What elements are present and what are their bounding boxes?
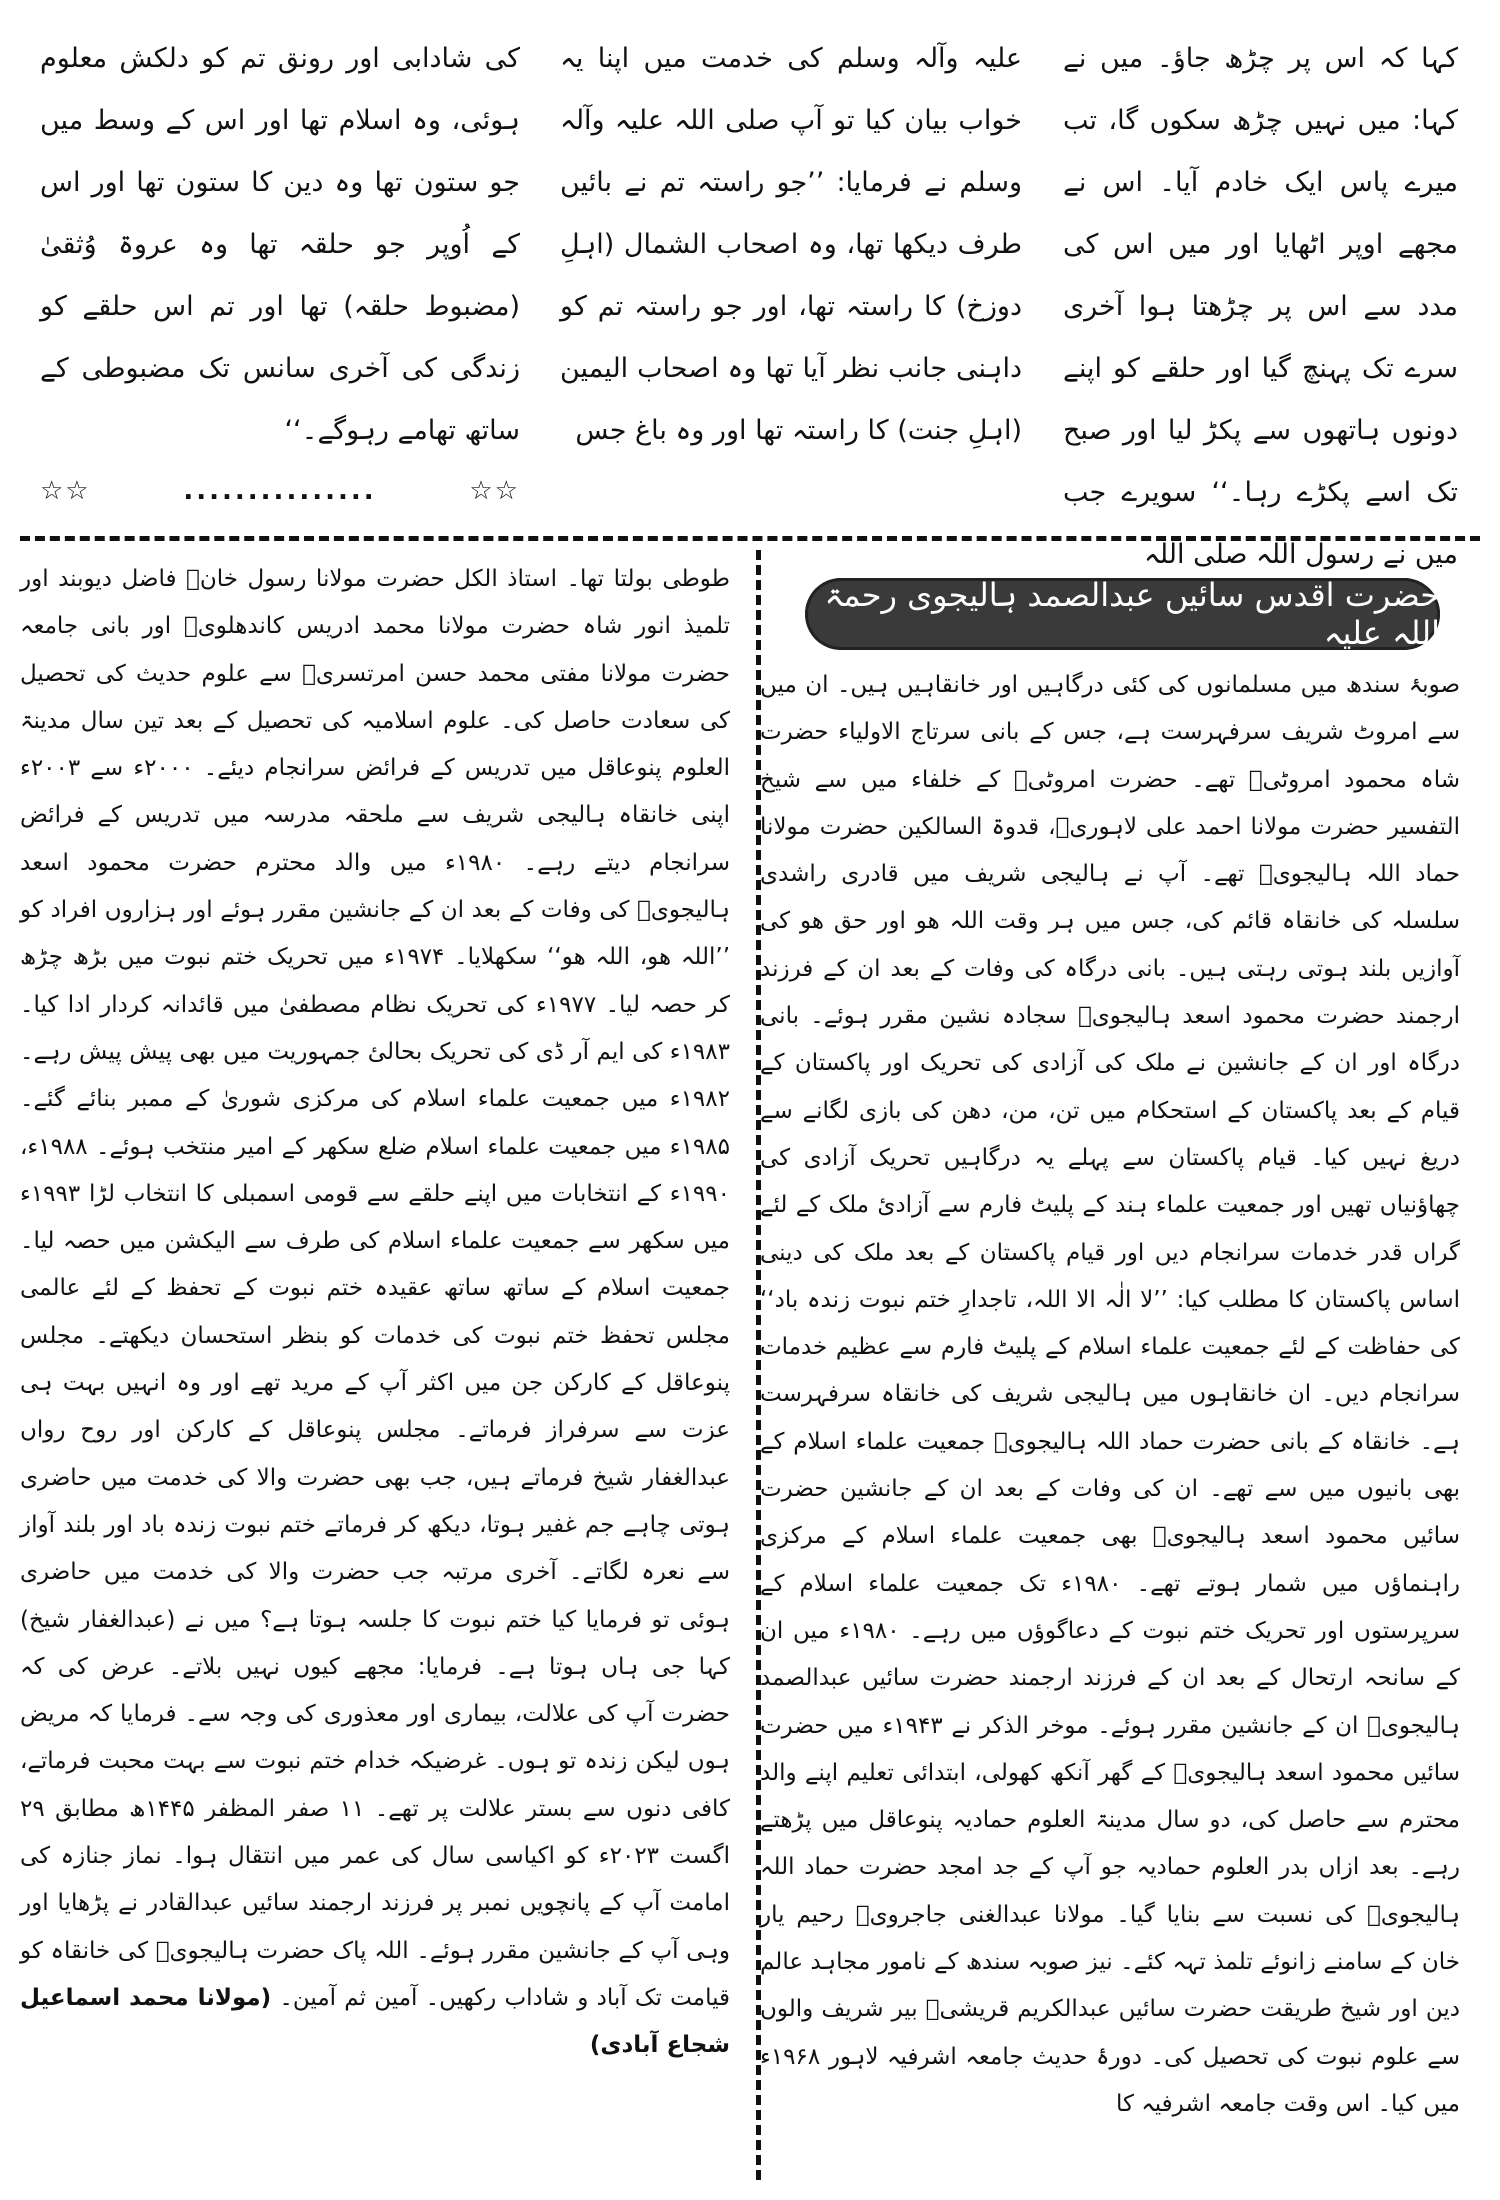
article-title-banner xyxy=(805,578,1440,650)
top-column-middle xyxy=(560,28,1022,528)
article-title: حضرت اقدس سائیں عبدالصمد ہالیجوی رحمۃ اللہ علیہ xyxy=(824,576,1440,652)
article-right-text: صوبۂ سندھ میں مسلمانوں کی کئی درگاہیں اور خانقاہیں ہیں۔ ان میں سے امروٹ شریف سرفہرست ہے، جس کے بانی سرتاج الاولیاء حضرت شاہ محمود امروٹیؒ تھے۔ حضرت امروٹیؒ کے خلفاء میں سے شیخ التفسیر حضرت مولانا احمد علی لاہوریؒ، قدوۃ السالکین حضرت مولانا حماد اللہ ہالیجویؒ تھے۔ آپ نے ہالیجی شریف میں قادری راشدی سلسلہ کی خانقاہ قائم کی، جس میں ہر وقت اللہ ھو اور حق ھو کی آوازیں بلند ہوتی رہتی ہیں۔ بانی درگاہ کی وفات کے بعد ان کے فرزند ارجمند حضرت محمود اسعد ہالیجویؒ سجادہ نشین مقرر ہوئے۔ بانی درگاہ اور ان کے جانشین نے ملک کی آزادی کی تحریک اور پاکستان کے قیام کے بعد پاکستان کے استحکام میں تن، من، دھن کی بازی لگانے سے دریغ نہیں کیا۔ قیام پاکستان سے پہلے یہ درگاہیں تحریک آزادی کی چھاؤنیاں تھیں اور جمعیت علماء ہند کے پلیٹ فارم سے آزادیٔ ملک کے لئے گراں قدر خدمات سرانجام دیں اور قیام پاکستان کے بعد ملک کی دینی اساس پاکستان کا مطلب کیا: ’’لا الٰہ الا اللہ، تاجدارِ ختم نبوت زندہ باد‘‘ کی حفاظت کے لئے جمعیت علماء اسلام کے پلیٹ فارم سے عظیم خدمات سرانجام دیں۔ ان خانقاہوں میں ہالیجی شریف کی خانقاہ سرفہرست ہے۔ خانقاہ کے بانی حضرت حماد اللہ ہالیجویؒ جمعیت علماء اسلام کے بھی بانیوں میں سے تھے۔ ان کی وفات کے بعد ان کے جانشین حضرت سائیں محمود اسعد ہالیجویؒ بھی جمعیت علماء اسلام کے مرکزی راہنماؤں میں شمار ہوتے تھے۔ ۱۹۸۰ء تک جمعیت علماء اسلام کے سرپرستوں اور تحریک ختم نبوت کے دعاگوؤں میں رہے۔ ۱۹۸۰ء میں ان کے سانحہ ارتحال کے بعد ان کے فرزند ارجمند حضرت سائیں عبدالصمد ہالیجویؒ ان کے جانشین مقرر ہوئے۔ موخر الذکر نے ۱۹۴۳ء میں حضرت سائیں محمود اسعد ہالیجویؒ کے گھر آنکھ کھولی، ابتدائی تعلیم اپنے والد محترم سے حاصل کی، دو سال مدینۃ العلوم حمادیہ پنوعاقل میں پڑھتے رہے۔ بعد ازاں بدر العلوم حمادیہ جو آپ کے جد امجد حضرت حماد اللہ ہالیجویؒ کی نسبت سے بنایا گیا۔ مولانا عبدالغنی جاجرویؒ رحیم یار خان کے سامنے زانوئے تلمذ تہہ کئے۔ نیز صوبہ سندھ کے نامور مجاہد عالم دین اور شیخ طریقت حضرت سائیں عبدالکریم قریشیؒ بیر شریف والوں سے علوم نبوت کی تحصیل کی۔ دورۂ حدیث جامعہ اشرفیہ لاہور ۱۹۶۸ء میں کیا۔ اس وقت جامعہ اشرفیہ کا xyxy=(760,672,1460,2117)
stars-right: ☆☆ xyxy=(469,476,520,506)
top-column-left xyxy=(40,28,520,468)
horizontal-dashed-divider xyxy=(20,536,1480,541)
top-right-text: کہا کہ اس پر چڑھ جاؤ۔ میں نے کہا: میں نہیں چڑھ سکوں گا، تب میرے پاس ایک خادم آیا۔ اس نے مجھے اوپر اٹھایا اور میں اس کی مدد سے اس پر چڑھتا ہوا آخری سرے تک پہنچ گیا اور حلقے کو اپنے دونوں ہاتھوں سے پکڑ لیا اور صبح تک اسے پکڑے رہا۔‘‘ سویرے جب میں نے رسول اللہ صلی اللہ xyxy=(1063,43,1458,570)
article-left-body: طوطی بولتا تھا۔ استاذ الکل حضرت مولانا رسول خانؒ فاضل دیوبند اور تلمیذ انور شاہ حضرت مولانا محمد ادریس کاندھلویؒ اور بانی جامعہ حضرت مولانا مفتی محمد حسن امرتسریؒ سے علوم حدیث کی تحصیل کی سعادت حاصل کی۔ علوم اسلامیہ کی تحصیل کے بعد تین سال مدینۃ العلوم پنوعاقل میں تدریس کے فرائض سرانجام دیئے۔ ۲۰۰۰ء سے ۲۰۰۳ء اپنی خانقاہ ہالیجی شریف سے ملحقہ مدرسہ میں تدریس کے فرائض سرانجام دیتے رہے۔ ۱۹۸۰ء میں والد محترم حضرت محمود اسعد ہالیجویؒ کی وفات کے بعد ان کے جانشین مقرر ہوئے اور ہزاروں افراد کو ’’اللہ ھو، اللہ ھو‘‘ سکھلایا۔ ۱۹۷۴ء میں تحریک ختم نبوت میں بڑھ چڑھ کر حصہ لیا۔ ۱۹۷۷ء کی تحریک نظام مصطفیٰ میں قائدانہ کردار ادا کیا۔ ۱۹۸۳ء کی ایم آر ڈی کی تحریک بحالیٔ جمہوریت میں بھی پیش پیش رہے۔ ۱۹۸۲ء میں جمعیت علماء اسلام کی مرکزی شوریٰ کے ممبر بنائے گئے۔ ۱۹۸۵ء میں جمعیت علماء اسلام ضلع سکھر کے امیر منتخب ہوئے۔ ۱۹۸۸ء، ۱۹۹۰ء کے انتخابات میں اپنے حلقے سے قومی اسمبلی کا انتخاب لڑا ۱۹۹۳ء میں سکھر سے جمعیت علماء اسلام کی طرف سے الیکشن میں حصہ لیا۔ جمعیت اسلام کے ساتھ ساتھ عقیدہ ختم نبوت کے تحفظ کے لئے عالمی مجلس تحفظ ختم نبوت کی خدمات کو بنظر استحسان دیکھتے۔ مجلس پنوعاقل کے کارکن جن میں اکثر آپ کے مرید تھے اور وہ انہیں بہت ہی عزت سے سرفراز فرماتے۔ مجلس پنوعاقل کے کارکن اور روح رواں عبدالغفار شیخ فرماتے ہیں، جب بھی حضرت والا کی خدمت میں حاضری ہوتی چاہے جم غفیر ہوتا، دیکھ کر فرماتے ختم نبوت زندہ باد اور بلند آواز سے نعرہ لگاتے۔ آخری مرتبہ جب حضرت والا کی خدمت میں حاضری ہوئی تو فرمایا کیا ختم نبوت کا جلسہ ہوتا ہے؟ میں نے (عبدالغفار شیخ) کہا جی ہاں ہوتا ہے۔ فرمایا: مجھے کیوں نہیں بلاتے۔ عرض کی کہ حضرت آپ کی علالت، بیماری اور معذوری کی وجہ سے۔ فرمایا کہ مریض ہوں لیکن زندہ تو ہوں۔ غرضیکہ خدام ختم نبوت سے بہت محبت فرماتے، کافی دنوں سے بستر علالت پر تھے۔ ۱۱ صفر المظفر ۱۴۴۵ھ مطابق ۲۹ اگست ۲۰۲۳ء کو اکیاسی سال کی عمر میں انتقال ہوا۔ نماز جنازہ کی امامت آپ کے پانچویں نمبر پر فرزند ارجمند سائیں عبدالقادر نے پڑھایا اور وہی آپ کے جانشین مقرر ہوئے۔ اللہ پاک حضرت ہالیجویؒ کی خانقاہ کو قیامت تک آباد و شاداب رکھیں۔ آمین ثم آمین۔ xyxy=(20,566,731,2011)
article-left-text xyxy=(20,556,730,2070)
article-column-left xyxy=(20,556,730,2182)
article-column-right xyxy=(760,662,1460,2182)
dots-separator: ............... xyxy=(183,476,377,506)
author-signature: (مولانا محمد اسماعیل شجاع آبادی) xyxy=(20,1984,730,2059)
top-column-right xyxy=(1063,28,1458,570)
top-middle-text: علیہ وآلہ وسلم کی خدمت میں اپنا یہ خواب بیان کیا تو آپ صلی اللہ علیہ وآلہ وسلم نے فرمایا: ’’جو راستہ تم نے بائیں طرف دیکھا تھا، وہ اصحاب الشمال (اہلِ دوزخ) کا راستہ تھا، اور جو راستہ تم کو داہنی جانب نظر آیا تھا وہ اصحاب الیمین (اہلِ جنت) کا راستہ تھا اور وہ باغ جس xyxy=(560,43,1022,446)
top-left-text: کی شادابی اور رونق تم کو دلکش معلوم ہوئی، وہ اسلام تھا اور اس کے وسط میں جو ستون تھا وہ دین کا ستون تھا اور اس کے اُوپر جو حلقہ تھا وہ عروۃ وُثقیٰ (مضبوط حلقہ) تھا اور تم اس حلقے کو زندگی کی آخری سانس تک مضبوطی کے ساتھ تھامے رہوگے۔‘‘ xyxy=(40,43,520,446)
stars-left: ☆☆ xyxy=(40,476,91,506)
section-end-marks xyxy=(40,466,520,516)
